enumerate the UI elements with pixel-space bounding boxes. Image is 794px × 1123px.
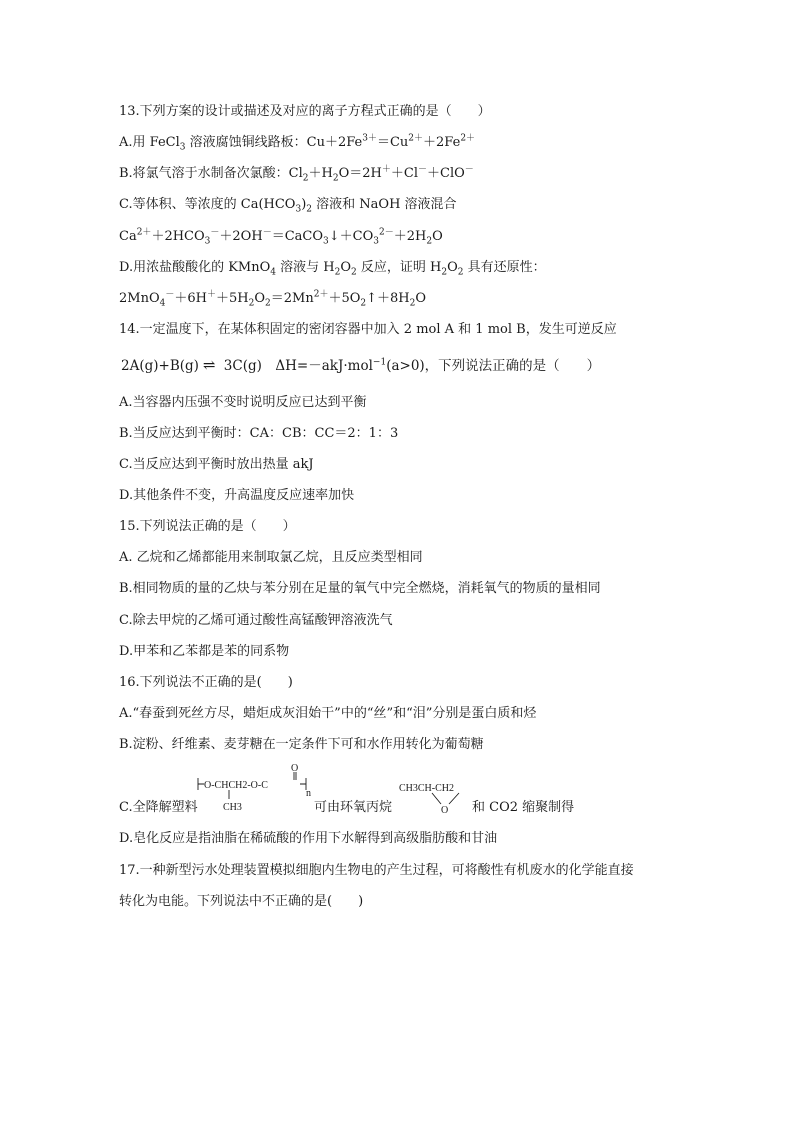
q13-stem: 13.下列方案的设计或描述及对应的离子方程式正确的是（ ） <box>119 104 491 119</box>
q15-option-c: C.除去甲烷的乙烯可通过酸性高锰酸钾溶液洗气 <box>119 613 393 628</box>
epoxide-bond-left <box>432 793 441 804</box>
polymer-chain-label: O-CHCH2-O-C <box>204 780 268 791</box>
epoxide-ring-o: O <box>441 805 449 816</box>
q16-option-a: A.“春蚕到死丝方尽，蜡炬成灰泪始干”中的“丝”和“泪”分别是蛋白质和烃 <box>119 706 537 721</box>
epoxide-bond-right <box>449 793 459 804</box>
q13-option-b: B.将氯气溶于水制备次氯酸：$Cl_2+H_2O=2H^++Cl^-+ClO^-$ <box>119 164 474 184</box>
q15-option-a: A. 乙烷和乙烯都能用来制取氯乙烷，且反应类型相同 <box>119 550 423 565</box>
epoxide-chain-label: CH3CH-CH2 <box>399 783 455 794</box>
q13-option-c-equation: $Ca^{2+}+2HCO_3^-+2OH^-=CaCO_3↓+CO_3^{2-}+2H_2O$ <box>119 227 443 247</box>
q13-option-d: D.用浓盐酸酸化的 KMnO$_4$ 溶液与 $H_2O_2$ 反应，证明 $H_2O_2$ 具有还原性： <box>119 260 546 278</box>
q17-stem-line1: 17.一种新型污水处理装置模拟细胞内生物电的产生过程，可将酸性有机废水的化学能直接 <box>119 863 634 878</box>
equilibrium-arrow-icon: ⇌ <box>202 356 216 374</box>
q16-option-d: D.皂化反应是指油脂在稀硫酸的作用下水解得到高级脂肪酸和甘油 <box>119 831 498 846</box>
q16-option-c-mid: 可由环氧丙烷 <box>314 800 393 815</box>
polymer-repeat-n: n <box>306 788 311 799</box>
q13-option-d-equation: $2MnO_4^-+6H^++5H_2O_2=2Mn^{2+}+5O_2↑+8H_2O$ <box>119 289 427 309</box>
q16-stem: 16.下列说法不正确的是( ) <box>119 675 293 690</box>
q15-option-b: B.相同物质的量的乙炔与苯分别在足量的氧气中完全燃烧，消耗氧气的物质的量相同 <box>119 581 601 596</box>
polymer-structure-diagram <box>192 763 316 816</box>
q16-option-c-end: 和 CO2 缩聚制得 <box>472 800 575 815</box>
q14-option-a: A.当容器内压强不变时说明反应已达到平衡 <box>119 395 367 410</box>
q13-option-c: C.等体积、等浓度的 $Ca(HCO_3)_2$ 溶液和 NaOH 溶液混合 <box>119 197 457 215</box>
polymer-methyl-label: CH3 <box>223 802 242 813</box>
q14-stem: 14.一定温度下，在某体积固定的密闭容器中加入 2 mol A 和 1 mol B，发生可逆反应 <box>119 322 617 337</box>
epoxypropane-structure-diagram <box>397 777 473 817</box>
polymer-carbonyl-o: O <box>291 763 299 774</box>
q14-equation: 2A(g)+B(g) ⇌ 3C(g) ΔH=－akJ·mol$^{-1}$(a>0)，下列说法正确的是（ ） <box>121 356 601 374</box>
q14-option-c: C.当反应达到平衡时放出热量 akJ <box>119 457 314 472</box>
q14-option-b: B.当反应达到平衡时：CA：CB：CC＝2：1：3 <box>119 426 399 441</box>
q15-stem: 15.下列说法正确的是（ ） <box>119 519 296 534</box>
q16-option-c-label: C.全降解塑料 <box>119 800 198 815</box>
q15-option-d: D.甲苯和乙苯都是苯的同系物 <box>119 644 290 659</box>
q17-stem-line2: 转化为电能。下列说法中不正确的是( ) <box>119 894 364 909</box>
q13-option-a: A.用 FeCl$_3$ 溶液腐蚀铜线路板：$Cu+2Fe^{3+}=Cu^{2+}+2Fe^{2+}$ <box>119 133 476 153</box>
q14-option-d: D.其他条件不变，升高温度反应速率加快 <box>119 488 355 503</box>
q16-option-b: B.淀粉、纤维素、麦芽糖在一定条件下可和水作用转化为葡萄糖 <box>119 737 484 752</box>
